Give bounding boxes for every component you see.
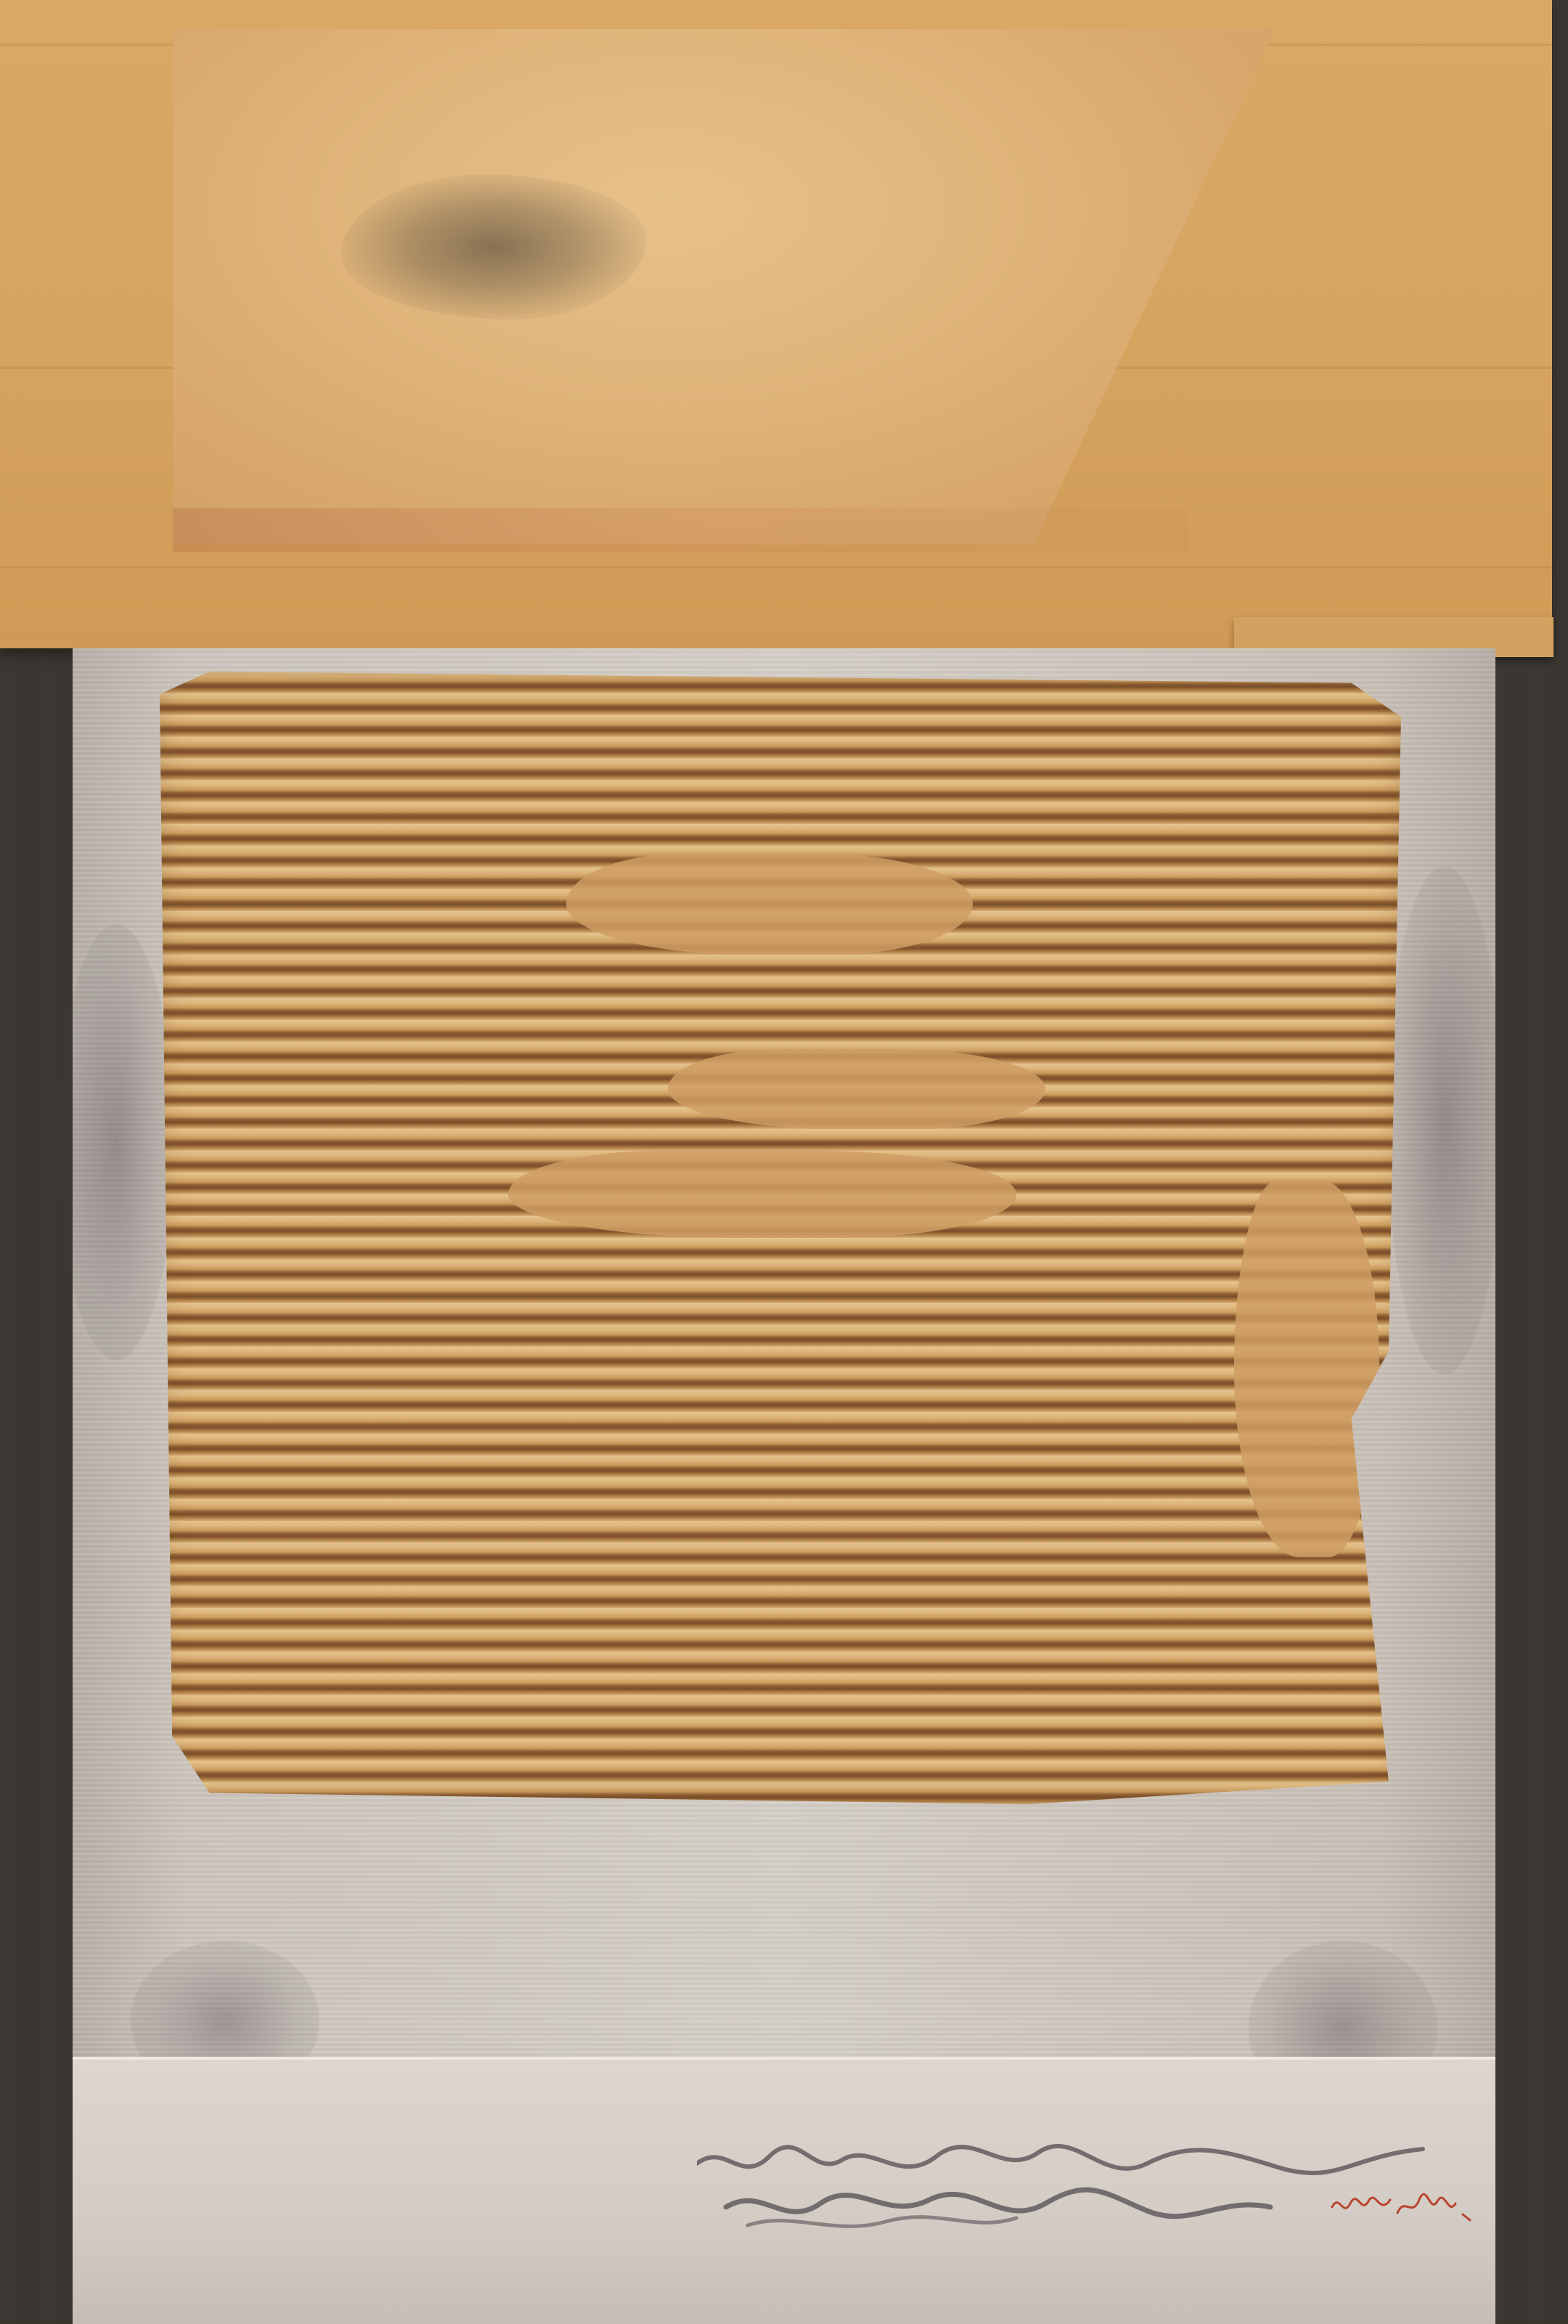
charcoal-scribble (697, 2135, 1437, 2243)
ochre-patch (566, 853, 973, 955)
charcoal-smudge (1387, 866, 1503, 1374)
top-cardboard-panel (0, 0, 1552, 648)
corrugated-field (160, 672, 1401, 1804)
cardboard-fold-line (0, 566, 1552, 568)
faded-inner-panel (173, 29, 1276, 545)
stained-edge (173, 508, 1189, 552)
artist-signature (1328, 2185, 1474, 2229)
dark-blot (341, 174, 646, 319)
ochre-patch (508, 1151, 1016, 1238)
ochre-patch (1234, 1180, 1379, 1557)
charcoal-smudge (58, 924, 174, 1360)
ochre-patch (668, 1049, 1045, 1129)
